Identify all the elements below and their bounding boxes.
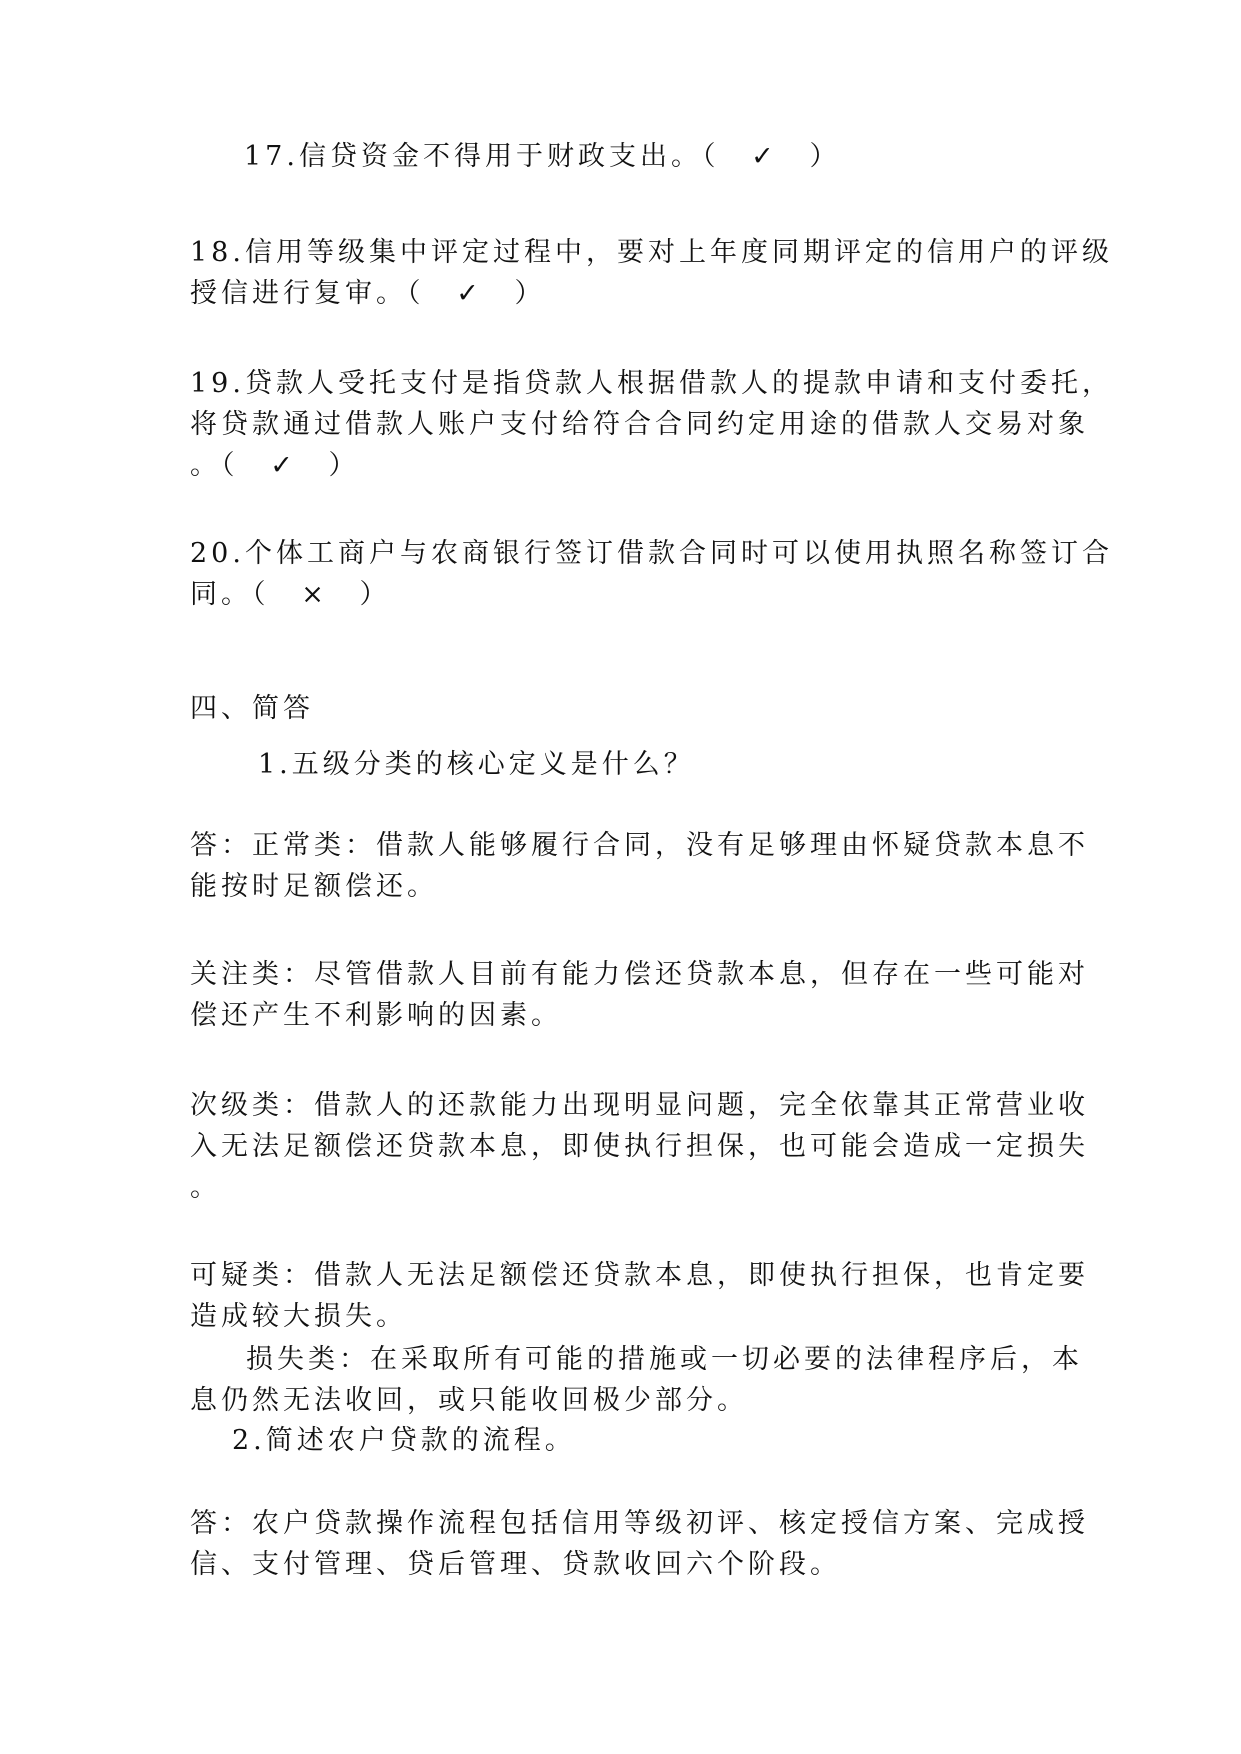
answer-substandard-line-3: 。 <box>190 1172 221 1203</box>
question-17-answer: ✓ <box>751 141 778 172</box>
question-20-text: 同。（ <box>190 579 270 610</box>
question-19-answer: ✓ <box>270 450 297 481</box>
question-19-close: ） <box>328 450 360 481</box>
answer-doubtful-line-1: 可疑类：借款人无法足额偿还贷款本息，即使执行担保，也肯定要 <box>190 1260 1089 1291</box>
question-17-close: ） <box>809 141 841 172</box>
answer-attention-line-1: 关注类：尽管借款人目前有能力偿还贷款本息，但存在一些可能对 <box>190 959 1089 990</box>
question-18-line-1: 18.信用等级集中评定过程中，要对上年度同期评定的信用户的评级 <box>190 237 1113 268</box>
answer-normal-line-2: 能按时足额偿还。 <box>190 871 438 902</box>
answer-normal-line-1: 答：正常类：借款人能够履行合同，没有足够理由怀疑贷款本息不 <box>190 830 1089 861</box>
question-18-text: 授信进行复审。（ <box>190 278 425 309</box>
section-heading: 四、简答 <box>190 693 314 724</box>
question-20-line-1: 20.个体工商户与农商银行签订借款合同时可以使用执照名称签订合 <box>190 538 1113 569</box>
question-20-close: ） <box>359 579 391 610</box>
question-19-line-2: 将贷款通过借款人账户支付给符合合同约定用途的借款人交易对象 <box>190 409 1089 440</box>
answer-substandard-line-1: 次级类：借款人的还款能力出现明显问题，完全依靠其正常营业收 <box>190 1090 1089 1121</box>
short-question-1-title: 1.五级分类的核心定义是什么？ <box>258 749 695 780</box>
question-19-line-3 <box>190 446 360 486</box>
answer-q2-line-2: 信、支付管理、贷后管理、贷款收回六个阶段。 <box>190 1549 841 1580</box>
question-19-line-1: 19.贷款人受托支付是指贷款人根据借款人的提款申请和支付委托， <box>190 368 1113 399</box>
answer-substandard-line-2: 入无法足额偿还贷款本息，即使执行担保，也可能会造成一定损失 <box>190 1131 1089 1162</box>
answer-loss-line-2: 息仍然无法收回，或只能收回极少部分。 <box>190 1385 748 1416</box>
question-18-close: ） <box>514 278 546 309</box>
question-18-answer: ✓ <box>456 278 483 309</box>
question-19-text: 。（ <box>190 450 239 481</box>
question-17 <box>244 137 840 177</box>
question-18-line-2 <box>190 274 546 314</box>
answer-doubtful-line-2: 造成较大损失。 <box>190 1301 407 1332</box>
question-20-answer: × <box>301 579 328 610</box>
short-question-2-title: 2.简述农户贷款的流程。 <box>232 1425 576 1456</box>
answer-q2-line-1: 答：农户贷款操作流程包括信用等级初评、核定授信方案、完成授 <box>190 1508 1089 1539</box>
question-17-text: 17.信贷资金不得用于财政支出。（ <box>244 141 720 172</box>
answer-attention-line-2: 偿还产生不利影响的因素。 <box>190 1000 562 1031</box>
answer-loss-line-1: 损失类：在采取所有可能的措施或一切必要的法律程序后，本 <box>246 1344 1083 1375</box>
question-20-line-2 <box>190 575 391 615</box>
